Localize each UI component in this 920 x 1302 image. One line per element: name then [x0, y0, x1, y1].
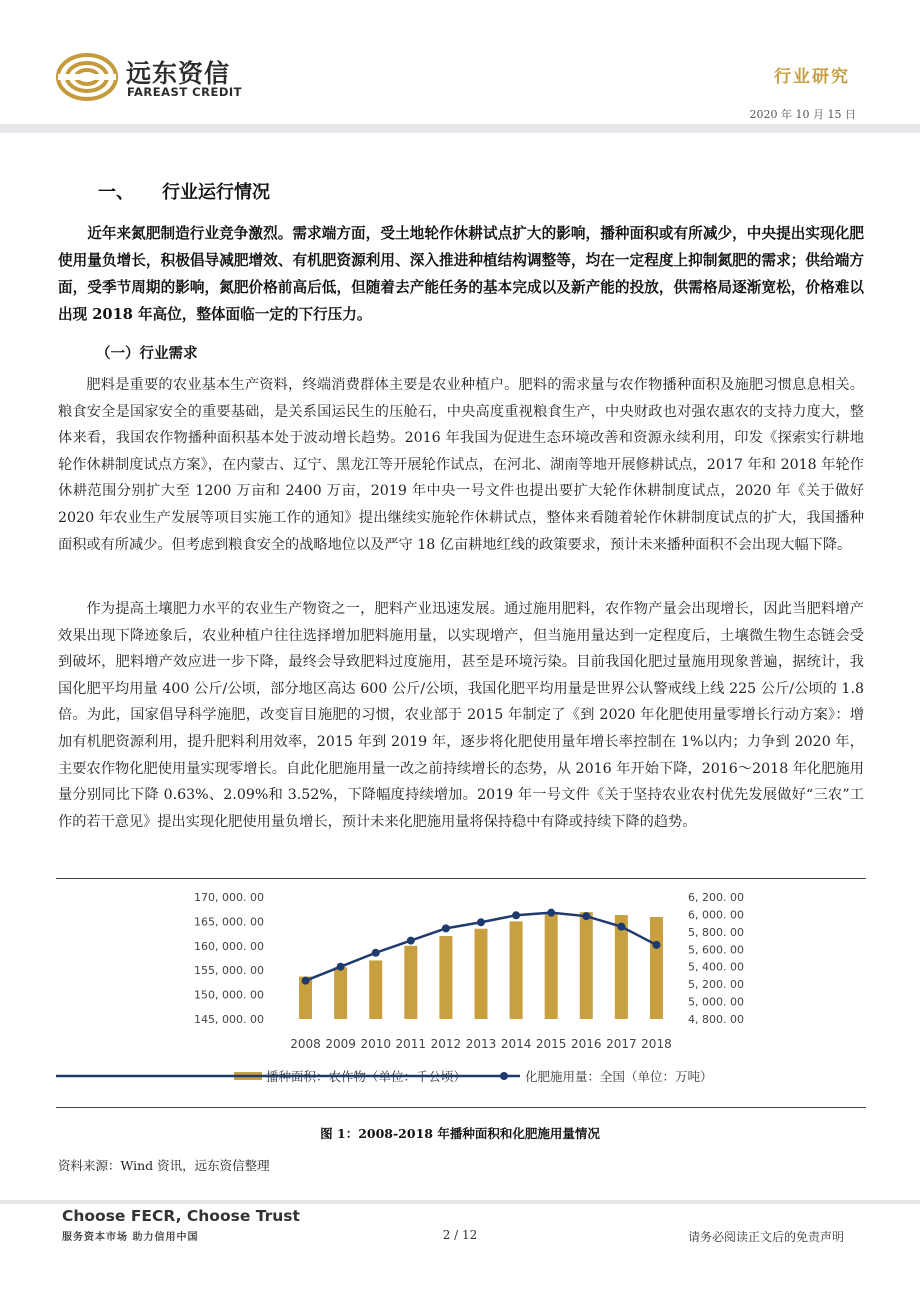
x-tick-2012: 2012	[430, 1037, 462, 1051]
chart-legend	[56, 1069, 713, 1084]
x-tick-2013: 2013	[465, 1037, 497, 1051]
chart-container	[56, 878, 866, 1108]
y-axis-left	[194, 891, 264, 1026]
bar-2018	[650, 917, 663, 1019]
line-point-2012	[442, 924, 450, 932]
y-right-tick: 5, 200. 00	[688, 978, 744, 992]
heading-1-text: 行业运行情况	[162, 182, 270, 203]
footer-slogan: Choose FECR, Choose Trust	[62, 1207, 300, 1225]
heading-1	[98, 178, 270, 204]
line-point-2008	[302, 977, 310, 985]
line-point-2017	[617, 923, 625, 931]
footer-rule	[0, 1200, 920, 1204]
x-tick-2018: 2018	[641, 1037, 672, 1051]
bar-2016	[580, 912, 593, 1019]
line-point-2009	[337, 963, 345, 971]
x-tick-2008: 2008	[290, 1037, 321, 1051]
y-right-tick: 5, 000. 00	[688, 995, 744, 1009]
line-point-2014	[512, 911, 520, 919]
bar-2014	[510, 921, 523, 1019]
bar-2012	[439, 936, 452, 1019]
heading-1-number: 一、	[98, 182, 134, 203]
y-left-tick: 170, 000. 00	[194, 891, 264, 904]
legend-line-label: 化肥施用量：全国（单位：万吨）	[525, 1069, 713, 1084]
paragraph-fertilizer: 作为提高土壤肥力水平的农业生产物资之一，肥料产业迅速发展。通过施用肥料，农作物产量会出现增长，因此当肥料增产效果出现下降迹象后，农业种植户往往选择增加肥料施用量，以实现增产，但当施用量达到一定程度后，土壤微生物生态链会受到破坏，肥料增产效应进一步下降，最终会导致肥料过度施用，甚至是环境污染。目前我国化肥过量施用现象普遍，据统计，我国化肥平均用量 400 公斤/公顷，部分地区高达 600 公斤/公顷，我国化肥平均用量是世界公认警戒线上线 225 公斤/公顷的 1.8 倍。为此，国家倡导科学施肥，改变盲目施肥的习惯，农业部于 2015 年制定了《到 2020 年化肥使用量零增长行动方案》：增加有机肥资源利用，提升肥料利用效率，2015 年到 2019 年，逐步将化肥使用量年增长率控制在 1%以内；力争到 2020 年，主要农作物化肥使用量实现零增长。自此化肥施用量一改之前持续增长的态势，从 2016 年开始下降，2016～2018 年化肥施用量分别同比下降 0.63%、2.09%和 3.52%，下降幅度持续增加。2019 年一号文件《关于坚持农业农村优先发展做好“三农”工作的若干意见》提出实现化肥使用量负增长，预计未来化肥施用量将保持稳中有降或持续下降的趋势。	[58, 601, 864, 830]
x-tick-2014: 2014	[500, 1037, 532, 1051]
y-right-tick: 5, 400. 00	[688, 960, 744, 974]
y-left-tick: 160, 000. 00	[194, 939, 264, 953]
paragraph-demand: 肥料是重要的农业基本生产资料，终端消费群体主要是农业种植户。肥料的需求量与农作物播种面积及施肥习惯息息相关。粮食安全是国家安全的重要基础，是关系国运民生的压舱石，中央高度重视粮食生产，中央财政也对强农惠农的支持力度大，整体来看，我国农作物播种面积基本处于波动增长趋势。2016 年我国为促进生态环境改善和资源永续利用，印发《探索实行耕地轮作休耕制度试点方案》，在内蒙古、辽宁、黑龙江等开展轮作试点，在河北、湖南等地开展修耕试点，2017 年和 2018 年轮作休耕范围分别扩大至 1200 万亩和 2400 万亩，2019 年中央一号文件也提出要扩大轮作休耕制度试点，2020 年《关于做好 2020 年农业生产发展等项目实施工作的通知》提出继续实施轮作休耕试点，整体来看随着轮作休耕制度试点的扩大，我国播种面积或有所减少。但考虑到粮食安全的战略地位以及严守 18 亿亩耕地红线的政策要求，预计未来播种面积不会出现大幅下降。	[58, 377, 864, 553]
logo-mark-icon	[56, 52, 118, 102]
x-tick-2017: 2017	[606, 1037, 637, 1051]
y-right-tick: 5, 800. 00	[688, 925, 744, 939]
bar-2017	[615, 915, 628, 1019]
company-logo	[56, 52, 266, 104]
y-right-tick: 5, 600. 00	[688, 943, 744, 957]
data-source: 资料来源：Wind 资讯，远东资信整理	[58, 1158, 270, 1173]
disclaimer-note: 请务必阅读正文后的免责声明	[687, 1230, 844, 1244]
bar-2010	[369, 960, 382, 1019]
legend-line-marker	[500, 1072, 508, 1080]
header-band	[0, 124, 920, 133]
figure-title: 图 1：2008-2018 年播种面积和化肥施用量情况	[320, 1126, 600, 1141]
logo-cn-text: 远东资信	[126, 59, 231, 88]
section-label: 行业研究	[774, 67, 850, 87]
bar-2013	[475, 929, 488, 1019]
page-number: 2 / 12	[442, 1228, 478, 1242]
x-tick-2015: 2015	[535, 1037, 567, 1051]
y-left-tick: 145, 000. 00	[194, 1013, 264, 1026]
heading-2: （一）行业需求	[96, 345, 198, 362]
x-tick-2016: 2016	[570, 1037, 602, 1051]
logo-en-text: FAREAST CREDIT	[127, 85, 242, 99]
y-left-tick: 165, 000. 00	[194, 915, 264, 929]
footer-slogan-sub: 服务资本市场 助力信用中国	[62, 1232, 199, 1243]
line-point-2015	[547, 909, 555, 917]
report-date: 2020 年 10 月 15 日	[749, 108, 856, 121]
y-axis-right	[688, 891, 744, 1026]
x-tick-2011: 2011	[395, 1037, 427, 1051]
y-right-tick: 6, 000. 00	[688, 908, 744, 922]
y-left-tick: 155, 000. 00	[194, 964, 264, 978]
x-axis	[290, 1037, 671, 1051]
legend-bar-label: 播种面积：农作物（单位：千公顷）	[266, 1069, 467, 1084]
bar-series	[299, 912, 663, 1019]
x-tick-2009: 2009	[325, 1037, 356, 1051]
y-right-tick: 6, 200. 00	[688, 891, 744, 904]
line-point-2013	[477, 918, 485, 926]
line-point-2016	[582, 912, 590, 920]
y-left-tick: 150, 000. 00	[194, 988, 264, 1002]
combo-chart	[56, 879, 866, 1107]
line-point-2010	[372, 949, 380, 957]
x-tick-2010: 2010	[360, 1037, 392, 1051]
line-point-2011	[407, 937, 415, 945]
y-right-tick: 4, 800. 00	[688, 1013, 744, 1026]
bar-2009	[334, 967, 347, 1019]
summary-paragraph: 近年来氮肥制造行业竞争激烈。需求端方面，受土地轮作休耕试点扩大的影响，播种面积或有所减少，中央提出实现化肥使用量负增长，积极倡导减肥增效、有机肥资源利用、深入推进种植结构调整等，均在一定程度上抑制氮肥的需求；供给端方面，受季节周期的影响，氮肥价格前高后低，但随着去产能任务的基本完成以及新产能的投放，供需格局逐渐宽松，价格难以出现 2018 年高位，整体面临一定的下行压力。	[58, 225, 864, 323]
line-point-2018	[652, 941, 660, 949]
bar-2011	[404, 946, 417, 1019]
bar-2015	[545, 913, 558, 1019]
